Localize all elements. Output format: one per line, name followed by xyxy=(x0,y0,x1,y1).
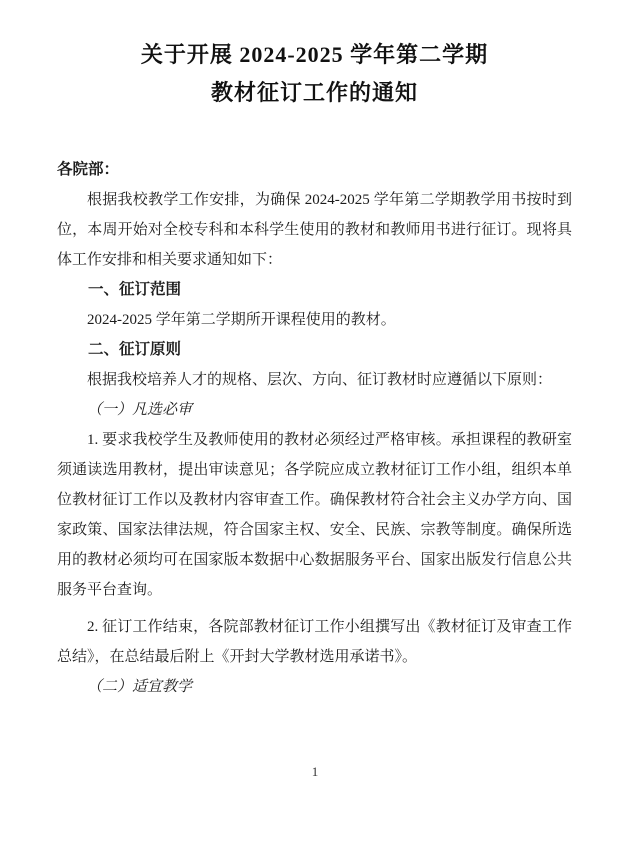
section-1-body: 2024-2025 学年第二学期所开课程使用的教材。 xyxy=(87,312,396,328)
section-2-body: 根据我校培养人才的规格、层次、方向、征订教材时应遵循以下原则： xyxy=(87,372,553,388)
intro-paragraph: 根据我校教学工作安排，为确保 2024-2025 学年第二学期教学用书按时到位，本周开始对全校专科和本科学生使用的教材和教师用书进行征订。现将具体工作安排和相关要求通知如下： xyxy=(57,192,572,268)
document-body xyxy=(57,155,572,702)
salutation: 各院部： xyxy=(57,161,120,178)
document-title xyxy=(57,36,572,112)
page-number: 1 xyxy=(311,764,319,779)
document-title-line-2: 教材征订工作的通知 xyxy=(210,80,418,105)
document-title-line-1: 关于开展 2024-2025 学年第二学期 xyxy=(140,42,489,67)
numbered-item-2: 2. 征订工作结束，各院部教材征订工作小组撰写出《教材征订及审查工作总结》，在总结最后附上《开封大学教材选用承诺书》。 xyxy=(57,619,572,665)
section-heading-2: 二、征订原则 xyxy=(88,341,182,358)
section-heading-1: 一、征订范围 xyxy=(88,281,182,298)
sub-heading-2: （二）适宜教学 xyxy=(87,679,193,695)
numbered-item-1: 1. 要求我校学生及教师使用的教材必须经过严格审核。承担课程的教研室须通读选用教材，提出审读意见；各学院应成立教材征订工作小组，组织本单位教材征订工作以及教材内容审查工作。确保教材符合社会主义办学方向、国家政策、国家法律法规，符合国家主权、安全、民族、宗教等制度。确保所选用的教材必须均可在国家版本数据中心数据服务平台、国家出版发行信息公共服务平台查询。 xyxy=(57,432,572,598)
sub-heading-1: （一）凡选必审 xyxy=(87,402,193,418)
